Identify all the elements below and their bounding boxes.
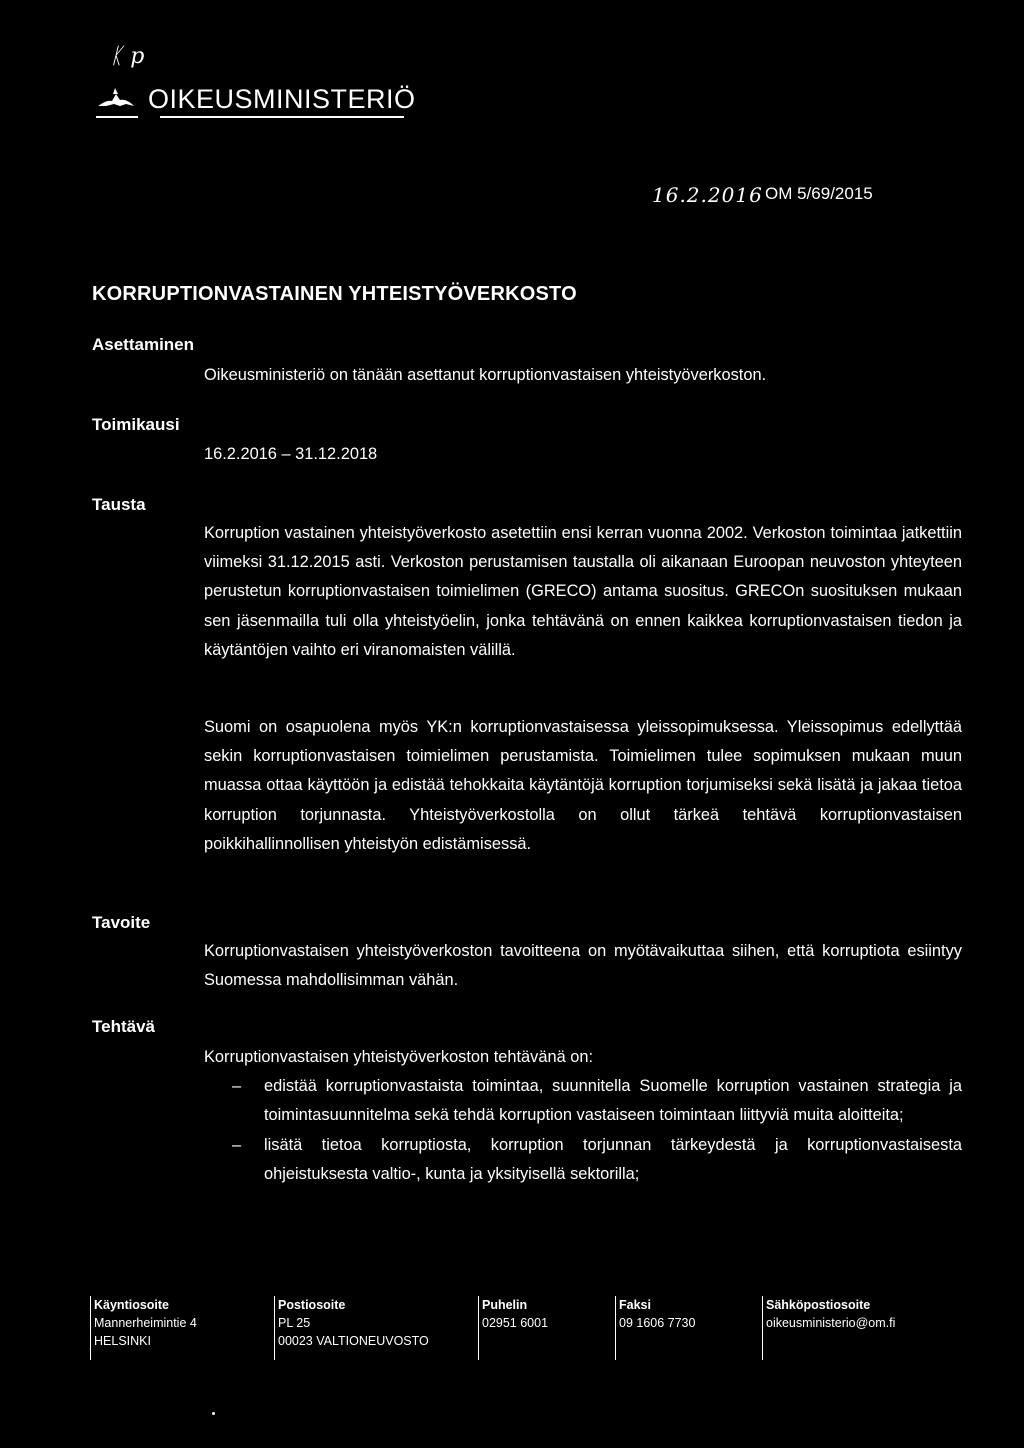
- footer-email: [762, 1296, 895, 1360]
- section-label-tavoite: Tavoite: [92, 913, 151, 932]
- document-title: KORRUPTIONVASTAINEN YHTEISTYÖVERKOSTO: [92, 283, 577, 305]
- section-label-toimikausi: Toimikausi: [92, 415, 180, 434]
- section-body-asettaminen: [204, 361, 962, 390]
- section-body-tehtava: [204, 1043, 962, 1189]
- task-item-text: edistää korruptionvastaista toimintaa, suunnitella Suomelle korruption vastainen strategia ja toimintasuunnitelma sekä tehdä korruption vastaiseen toimintaan liittyviä muita aloitteita;: [264, 1077, 962, 1125]
- section-label-asettaminen: Asettaminen: [92, 335, 195, 354]
- logo-underline-short: [96, 116, 138, 118]
- tausta-paragraph-1: Korruption vastainen yhteistyöverkosto asetettiin ensi kerran vuonna 2002. Verkoston toimintaa jatkettiin viimeksi 31.12.2015 asti. Verkoston perustamisen taustalla oli aikanaan Euroopan neuvoston yhteyteen perustetun korruptionvastaisen toimielimen (GRECO) antama suositus. GRECOn suosituksen mukaan sen jäsenmailla tuli olla yhteistyöelin, jonka tehtävänä on ennen kaikkea korruptionvastaisen tiedon ja käytäntöjen vaihto eri viranomaisten välillä.: [204, 524, 962, 659]
- list-item: [204, 1072, 962, 1130]
- footer-value: oikeusministerio@om.fi: [766, 1316, 896, 1330]
- footer-contact-info: [90, 1296, 970, 1360]
- handwritten-mark: ᛕ p: [110, 44, 145, 69]
- section-body-tausta: [204, 519, 962, 665]
- footer-heading: Postiosoite: [278, 1298, 346, 1312]
- footer-postal-address: [274, 1296, 429, 1360]
- footer-fax: [615, 1296, 695, 1360]
- list-item: [204, 1131, 962, 1189]
- footer-heading: Faksi: [619, 1298, 651, 1312]
- scan-speck: [212, 1412, 215, 1415]
- task-list: [204, 1072, 962, 1189]
- section-label-tausta: Tausta: [92, 495, 146, 514]
- section-label-tehtava: Tehtävä: [92, 1017, 155, 1036]
- footer-value: 00023 VALTIONEUVOSTO: [278, 1334, 429, 1348]
- tausta-paragraph-2: Suomi on osapuolena myös YK:n korruptionvastaisessa yleissopimuksessa. Yleissopimus edellyttää sekin korruptionvastaisen toimielimen perustamista. Toimielimen tulee sopimuksen mukaan muun muassa ottaa käyttöön ja edistää tehokkaita käytäntöjä korruption torjumiseksi sekä lisätä ja jakaa tietoa korruption torjunnasta. Yhteistyöverkostolla on ollut tärkeä tehtävä korruptionvastaisen poikkihallinnollisen yhteistyön edistämisessä.: [204, 718, 962, 853]
- logo-underline-long: [160, 116, 404, 118]
- asettaminen-text: Oikeusministeriö on tänään asettanut korruptionvastaisen yhteistyöverkoston.: [204, 366, 767, 384]
- handwritten-date: 16.2.2016: [652, 183, 763, 207]
- tavoite-text: Korruptionvastaisen yhteistyöverkoston tavoitteena on myötävaikuttaa siihen, että korruptiota esiintyy Suomessa mahdollisimman vähän.: [204, 942, 962, 990]
- section-body-tavoite: [204, 937, 962, 995]
- footer-phone: [478, 1296, 548, 1360]
- footer-heading: Sähköpostiosoite: [766, 1298, 871, 1312]
- footer-heading: Puhelin: [482, 1298, 528, 1312]
- section-body-tausta-2: [204, 713, 962, 859]
- footer-value: PL 25: [278, 1316, 311, 1330]
- dash-bullet: –: [232, 1077, 242, 1096]
- footer-value: HELSINKI: [94, 1334, 151, 1348]
- toimikausi-text: 16.2.2016 – 31.12.2018: [204, 445, 378, 463]
- dash-bullet: –: [232, 1135, 242, 1154]
- section-body-toimikausi: [204, 440, 962, 469]
- footer-value: 02951 6001: [482, 1316, 549, 1330]
- reference-number: OM 5/69/2015: [765, 184, 873, 203]
- organization-name: OIKEUSMINISTERIÖ: [148, 84, 416, 114]
- task-item-text: lisätä tietoa korruptiosta, korruption torjunnan tärkeydestä ja korruptionvastaisesta ohjeistuksesta valtio-, kunta ja yksityisellä sektorilla;: [264, 1135, 962, 1183]
- tehtava-intro: Korruptionvastaisen yhteistyöverkoston tehtävänä on:: [204, 1048, 594, 1066]
- footer-value: 09 1606 7730: [619, 1316, 696, 1330]
- footer-value: Mannerheimintie 4: [94, 1316, 197, 1330]
- footer-visit-address: [90, 1296, 197, 1360]
- footer-heading: Käyntiosoite: [94, 1298, 170, 1312]
- ministry-logo-icon: [96, 84, 136, 110]
